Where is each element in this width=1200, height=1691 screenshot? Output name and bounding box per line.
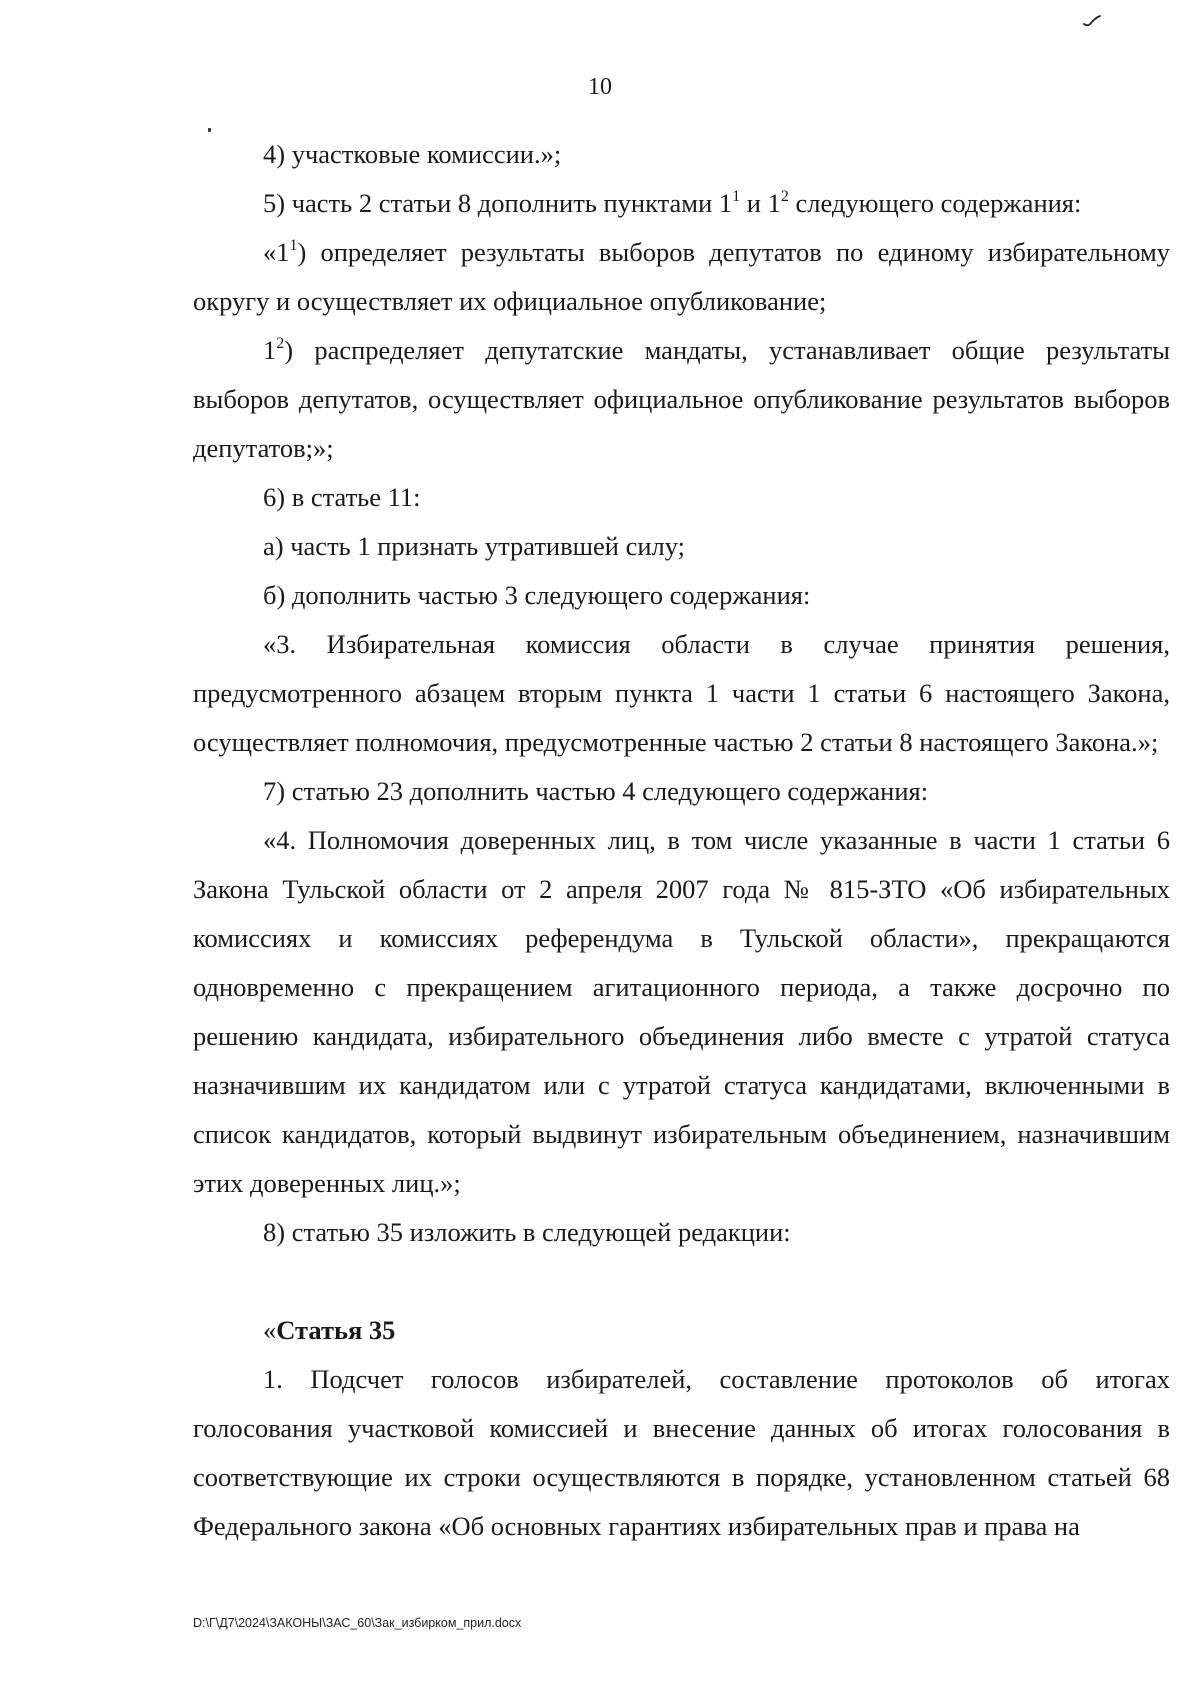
document-body — [193, 130, 1170, 1551]
paragraph: $1^2$) распределяет депутатские мандаты, устанавливает общие результаты выборов депутатов, осуществляет официальное опубликование результатов выборов депутатов;»; — [193, 335, 1170, 463]
paragraph: 5) часть 2 статьи 8 дополнить пунктами $1^1$ и $1^2$ следующего содержания: — [263, 188, 1082, 218]
paragraph: 4) участковые комиссии.»; — [263, 139, 562, 169]
paragraph: а) часть 1 признать утратившей силу; — [263, 531, 686, 561]
paragraph: «$1^1$) определяет результаты выборов депутатов по единому избирательному округу и осуществляет их официальное опубликование; — [193, 237, 1170, 316]
pen-mark-icon — [1082, 14, 1102, 28]
paragraph: «4. Полномочия доверенных лиц, в том числе указанные в части 1 статьи 6 Закона Тульской области от 2 апреля 2007 года № 815-ЗТО «Об избирательных комиссиях и комиссиях референдума в Тульской области», прекращаются одновременно с прекращением агитационного периода, а также досрочно по решению кандидата, избирательного объединения либо вместе с утратой статуса назначившим их кандидатом или с утратой статуса кандидатами, включенными в список кандидатов, который выдвинут избирательным объединением, назначившим этих доверенных лиц.»; — [193, 825, 1170, 1198]
file-path-footer: D:\Г\Д7\2024\ЗАКОНЫ\ЗАС_60\Зак_избирком_прил.docx — [193, 1616, 522, 1630]
paragraph: б) дополнить частью 3 следующего содержания: — [263, 580, 811, 610]
article-heading: «Статья 35 — [263, 1315, 396, 1345]
paragraph: «3. Избирательная комиссия области в случае принятия решения, предусмотренного абзацем вторым пункта 1 части 1 статьи 6 настоящего Закона, осуществляет полномочия, предусмотренные частью 2 статьи 8 настоящего Закона.»; — [193, 629, 1170, 757]
paragraph: 8) статью 35 изложить в следующей редакции: — [263, 1217, 791, 1247]
paragraph: 6) в статье 11: — [263, 482, 421, 512]
paragraph: 1. Подсчет голосов избирателей, составление протоколов об итогах голосования участковой комиссией и внесение данных об итогах голосования в соответствующие их строки осуществляются в порядке, установленном статьей 68 Федерального закона «Об основных гарантиях избирательных прав и права на — [193, 1364, 1170, 1541]
page-number: 10 — [588, 74, 612, 100]
paragraph: 7) статью 23 дополнить частью 4 следующего содержания: — [263, 776, 929, 806]
blank-line — [193, 1257, 1170, 1306]
